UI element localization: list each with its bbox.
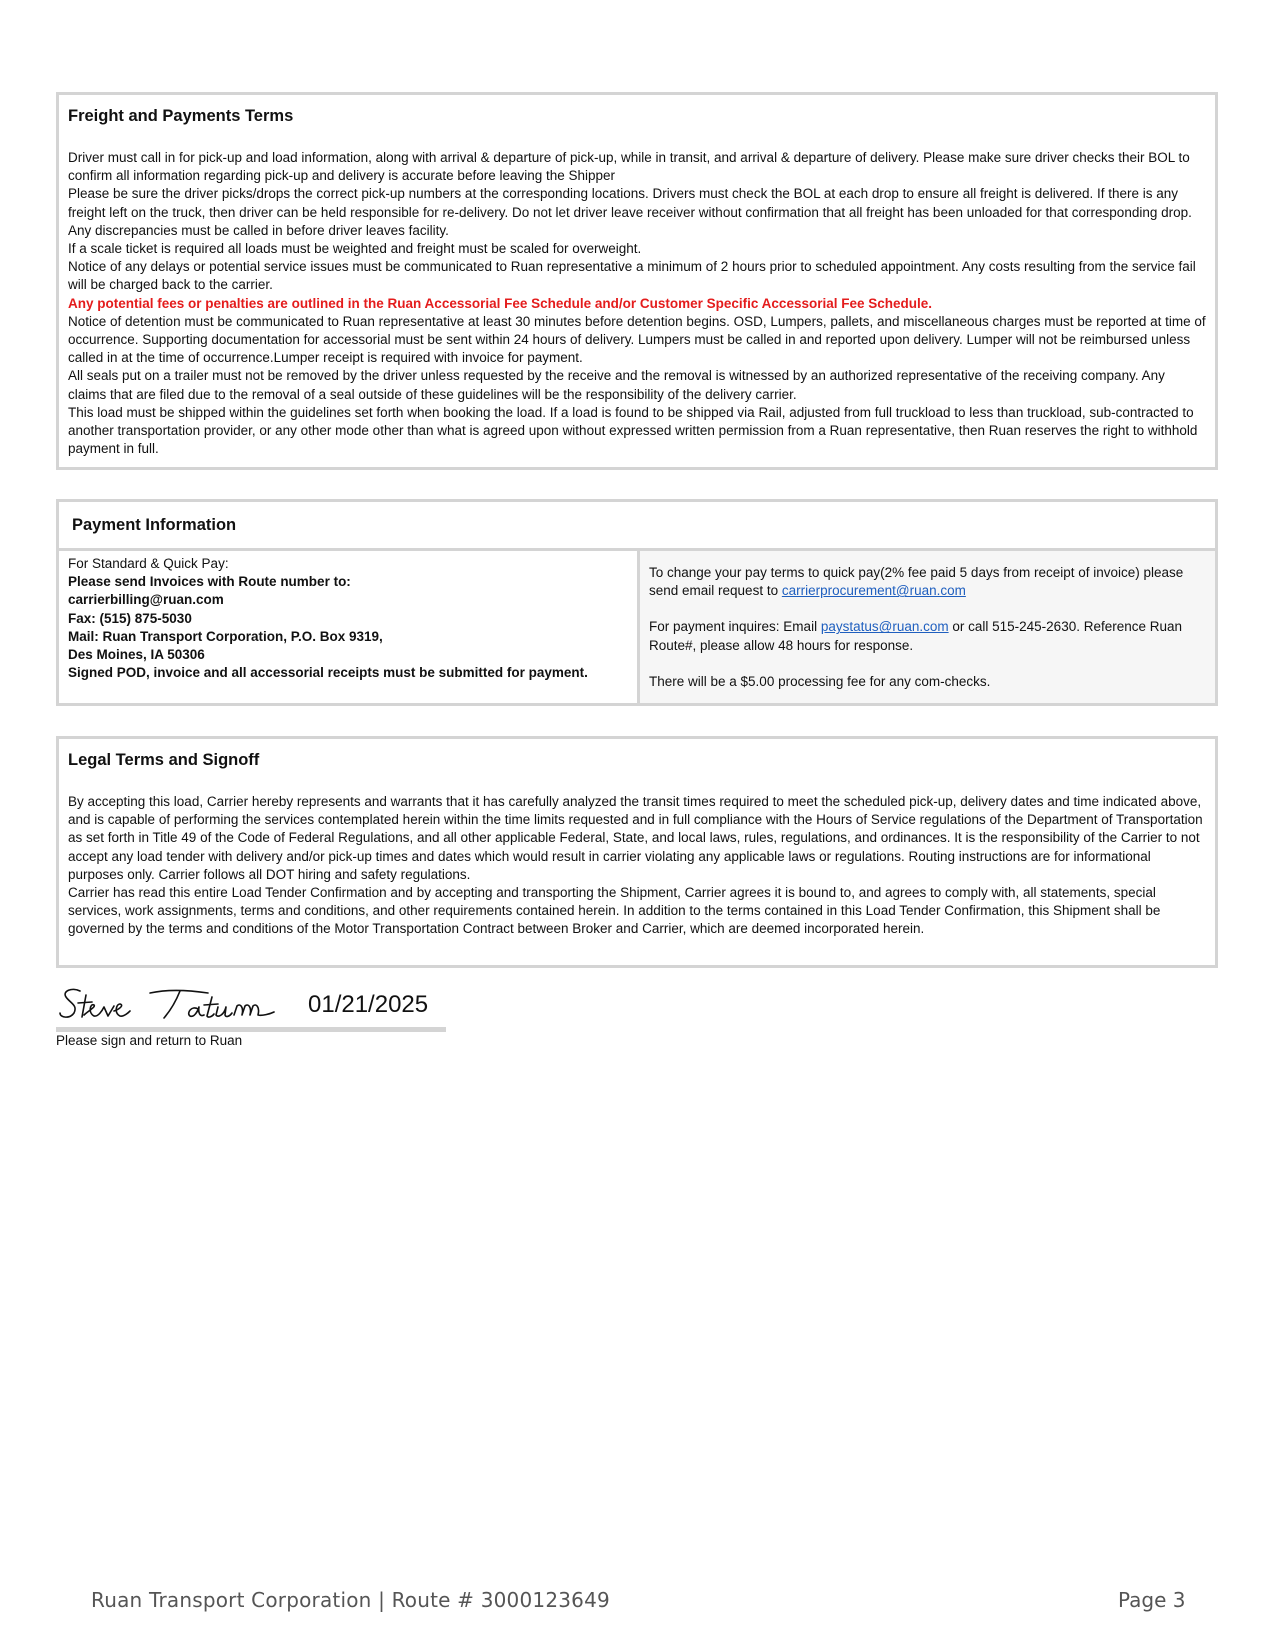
- legal-terms-section: [56, 736, 1218, 968]
- signature-line: [56, 1027, 446, 1032]
- paystatus-email-link[interactable]: paystatus@ruan.com: [820, 619, 949, 635]
- legal-terms-title: Legal Terms and Signoff: [68, 751, 260, 769]
- footer-route-info: Ruan Transport Corporation | Route # 3000123649: [91, 1588, 610, 1612]
- freight-paragraph: All seals put on a trailer must not be removed by the driver unless requested by the receive and the removal is witnessed by an authorized representative of the receiving company. Any claims that are filed due to the removal of a seal outside of these guidelines will be the responsibility of the delivery carrier.: [68, 368, 1165, 402]
- freight-terms-body: [68, 149, 1206, 458]
- legal-terms-body: [68, 793, 1206, 939]
- freight-paragraph: Please be sure the driver picks/drops the correct pick-up numbers at the corresponding locations. Drivers must check the BOL at each drop to ensure all freight is delivered. If there is any freight left on the truck, then driver can be held responsible for re-delivery. Do not let driver leave receiver without confirmation that all freight has been unloaded for that corresponding drop. Any discrepancies must be called in before driver leaves facility.: [68, 186, 1192, 238]
- freight-paragraph: If a scale ticket is required all loads must be weighted and freight must be scaled for overweight.: [68, 241, 642, 257]
- legal-paragraph: Carrier has read this entire Load Tender Confirmation and by accepting and transporting the Shipment, Carrier agrees it is bound to, and agrees to comply with, all statements, special services, work assignments, terms and conditions, and other requirements contained herein. In addition to the terms contained in this Load Tender Confirmation, this Shipment shall be governed by the terms and conditions of the Motor Transportation Contract between Broker and Carrier, which are deemed incorporated herein.: [68, 885, 1161, 937]
- legal-paragraph: By accepting this load, Carrier hereby represents and warrants that it has carefully analyzed the transit times required to meet the scheduled pick-up, delivery dates and time indicated above, and is capable of performing the services contemplated herein within the time limits requested and in full compliance with the Hours of Service regulations of the Department of Transportation as set forth in Title 49 of the Code of Federal Regulations, and all other applicable Federal, State, and local laws, rules, regulations, and ordinances. It is the responsibility of the Carrier to not accept any load tender with delivery and/or pick-up times and dates which would result in carrier violating any applicable laws or regulations. Routing instructions are for informational purposes only. Carrier follows all DOT hiring and safety regulations.: [68, 794, 1203, 882]
- payment-columns: [59, 551, 1215, 703]
- pod-requirement: Signed POD, invoice and all accessorial receipts must be submitted for payment.: [68, 665, 588, 681]
- processing-fee-note: There will be a $5.00 processing fee for any com-checks.: [649, 673, 991, 689]
- quick-pay-note: [649, 564, 1206, 600]
- sign-instruction: Please sign and return to Ruan: [56, 1033, 243, 1048]
- payment-inquiry-note: [649, 618, 1206, 654]
- payment-header: [59, 502, 1215, 551]
- carrier-procurement-email-link[interactable]: carrierprocurement@ruan.com: [781, 583, 966, 599]
- inquiry-prefix: For payment inquires: Email: [649, 619, 818, 635]
- signature-date: 01/21/2025: [308, 991, 429, 1018]
- payment-information-section: [56, 499, 1218, 706]
- freight-paragraph: Notice of any delays or potential service issues must be communicated to Ruan representative a minimum of 2 hours prior to scheduled appointment. Any costs resulting from the service fail will be charged back to the carrier.: [68, 259, 1196, 293]
- standard-pay-instructions: [59, 551, 640, 703]
- freight-paragraph: Driver must call in for pick-up and load information, along with arrival & departure of pick-up, while in transit, and arrival & departure of delivery. Please make sure driver checks their BOL to confirm all information regarding pick-up and delivery is accurate before leaving the Shipper: [68, 150, 1190, 184]
- freight-paragraph: Notice of detention must be communicated to Ruan representative at least 30 minutes before detention begins. OSD, Lumpers, pallets, and miscellaneous charges must be reported at time of occurrence. Supporting documentation for accessorial must be sent within 24 hours of delivery. Lumpers must be called in and reported upon delivery. Lumper will not be reimbursed unless called in at the time of occurrence.Lumper receipt is required with invoice for payment.: [68, 313, 1206, 366]
- billing-fax: Fax: (515) 875-5030: [68, 610, 192, 626]
- fee-schedule-notice: Any potential fees or penalties are outlined in the Ruan Accessorial Fee Schedule and/or Customer Specific Accessorial Fee Schedule.: [68, 295, 933, 311]
- freight-paragraph: This load must be shipped within the guidelines set forth when booking the load. If a load is found to be shipped via Rail, adjusted from full truckload to less than truckload, sub-contracted to another transportation provider, or any other mode other than what is agreed upon without expressed written permission from a Ruan representative, then Ruan reserves the right to withhold payment in full.: [68, 404, 1198, 457]
- inquiry-suffix: or call 515-245-2630. Reference Ruan Route#, please allow 48 hours for response.: [649, 619, 1183, 653]
- mail-address-line1: Mail: Ruan Transport Corporation, P.O. Box 9319,: [68, 628, 383, 644]
- freight-terms-title: Freight and Payments Terms: [68, 107, 294, 125]
- quick-pay-text: To change your pay terms to quick pay(2% fee paid 5 days from receipt of invoice) please send email request to: [649, 565, 1184, 599]
- standard-pay-intro: For Standard & Quick Pay:: [68, 556, 229, 571]
- invoice-instruction: Please send Invoices with Route number to:: [68, 574, 351, 590]
- mail-address-line2: Des Moines, IA 50306: [68, 647, 205, 663]
- page-number: Page 3: [1118, 1588, 1186, 1612]
- billing-email: carrierbilling@ruan.com: [68, 592, 224, 608]
- quick-pay-instructions: [640, 551, 1215, 703]
- payment-information-title: Payment Information: [72, 516, 237, 534]
- handwritten-signature: [58, 985, 298, 1025]
- freight-terms-section: [56, 92, 1218, 470]
